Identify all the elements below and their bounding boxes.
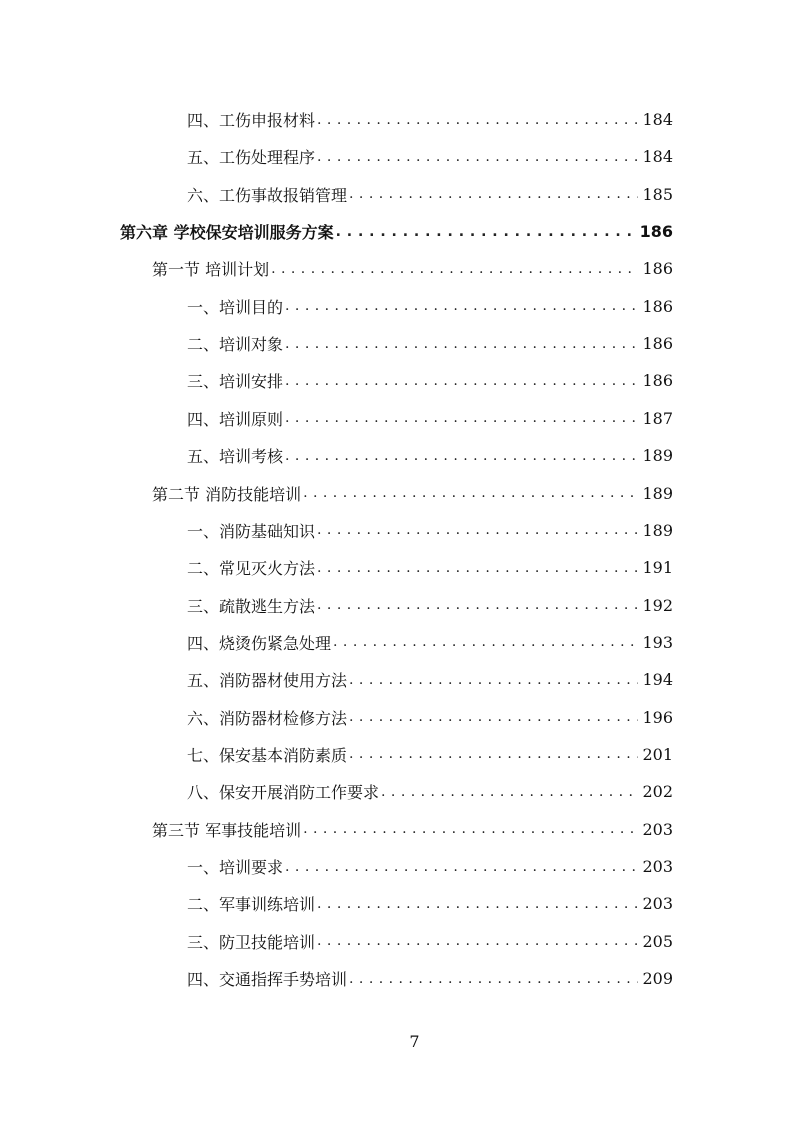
- toc-item-entry[interactable]: [187, 138, 673, 175]
- toc-item-entry[interactable]: [187, 325, 673, 362]
- toc-item-entry[interactable]: [187, 362, 673, 399]
- toc-entry-label: 第一节 培训计划: [152, 260, 270, 280]
- toc-item-entry[interactable]: [187, 549, 673, 586]
- toc-entry-page: 203: [642, 819, 673, 839]
- dot-leader: [285, 410, 638, 426]
- dot-leader: [317, 933, 638, 949]
- toc-entry-label: 第二节 消防技能培训: [152, 484, 302, 504]
- dot-leader: [317, 112, 638, 128]
- toc-entry-page: 193: [642, 632, 673, 652]
- toc-entry-label: 三、防卫技能培训: [187, 932, 316, 952]
- page-number: 7: [409, 1032, 420, 1051]
- toc-entry-page: 203: [642, 857, 673, 876]
- toc-item-entry[interactable]: [187, 885, 673, 922]
- toc-entry-label: 二、常见灭火方法: [187, 559, 316, 579]
- dot-leader: [317, 522, 638, 538]
- toc-item-entry[interactable]: [187, 923, 673, 960]
- toc-entry-label: 四、烧烫伤紧急处理: [187, 633, 332, 653]
- toc-item-entry[interactable]: [187, 101, 673, 138]
- toc-item-entry[interactable]: [187, 288, 673, 325]
- dot-leader: [333, 634, 638, 650]
- toc-item-entry[interactable]: [187, 699, 673, 736]
- toc-entry-label: 五、培训考核: [187, 447, 284, 467]
- toc-item-entry[interactable]: [187, 736, 673, 773]
- dot-leader: [349, 186, 638, 202]
- dot-leader: [285, 448, 638, 464]
- toc-section-entry[interactable]: [152, 250, 673, 287]
- toc-entry-page: 186: [642, 296, 673, 316]
- toc-entry-page: 201: [642, 744, 673, 764]
- toc-entry-page: 189: [642, 483, 673, 503]
- toc-entry-label: 一、培训要求: [187, 858, 284, 877]
- dot-leader: [349, 971, 638, 987]
- toc-entry-label: 一、消防基础知识: [187, 521, 316, 541]
- toc-entry-page: 203: [642, 894, 673, 914]
- dot-leader: [349, 709, 638, 725]
- toc-entry-page: 186: [642, 371, 673, 391]
- dot-leader: [303, 821, 638, 837]
- dot-leader: [285, 336, 638, 352]
- dot-leader: [317, 597, 638, 613]
- toc-chapter-entry[interactable]: [120, 213, 673, 250]
- dot-leader: [285, 373, 638, 389]
- toc-entry-page: 191: [642, 558, 673, 578]
- toc-entry-page: 186: [642, 334, 673, 354]
- toc-entry-label: 一、培训目的: [187, 297, 284, 317]
- toc-entry-label: 六、消防器材检修方法: [187, 708, 348, 728]
- toc-entry-label: 第六章 学校保安培训服务方案: [120, 223, 334, 243]
- toc-entry-page: 184: [642, 110, 673, 129]
- toc-entry-page: 196: [642, 707, 673, 727]
- dot-leader: [285, 298, 638, 314]
- toc-entry-page: 192: [642, 595, 673, 615]
- toc-section-entry[interactable]: [152, 475, 673, 512]
- toc-item-entry[interactable]: [187, 400, 673, 437]
- dot-leader: [381, 784, 638, 800]
- toc-entry-label: 三、疏散逃生方法: [187, 596, 316, 616]
- toc-entry-label: 四、交通指挥手势培训: [187, 970, 348, 990]
- toc-entry-page: 205: [642, 931, 673, 951]
- toc-entry-label: 五、工伤处理程序: [187, 148, 316, 168]
- toc-entry-page: 202: [642, 782, 673, 802]
- dot-leader: [285, 859, 638, 875]
- toc-entry-label: 八、保安开展消防工作要求: [187, 783, 380, 803]
- dot-leader: [317, 560, 638, 576]
- dot-leader: [317, 896, 638, 912]
- toc-entry-label: 五、消防器材使用方法: [187, 671, 348, 691]
- toc-entry-label: 四、培训原则: [187, 409, 284, 429]
- toc-entry-label: 四、工伤申报材料: [187, 111, 316, 130]
- toc-section-entry[interactable]: [152, 811, 673, 848]
- toc-item-entry[interactable]: [187, 587, 673, 624]
- toc-entry-label: 第三节 军事技能培训: [152, 820, 302, 840]
- dot-leader: [271, 261, 638, 277]
- toc-item-entry[interactable]: [187, 848, 673, 885]
- toc-entry-page: 186: [642, 259, 673, 279]
- dot-leader: [303, 485, 638, 501]
- toc-item-entry[interactable]: [187, 624, 673, 661]
- toc-entry-label: 二、军事训练培训: [187, 895, 316, 915]
- dot-leader: [349, 746, 638, 762]
- toc-item-entry[interactable]: [187, 661, 673, 698]
- toc-entry-page: 209: [642, 969, 673, 989]
- toc-entry-label: 三、培训安排: [187, 372, 284, 392]
- toc-entry-page: 189: [642, 446, 673, 466]
- toc-item-entry[interactable]: [187, 512, 673, 549]
- toc-item-entry[interactable]: [187, 960, 673, 997]
- dot-leader: [317, 149, 638, 165]
- toc-entry-page: 185: [642, 184, 673, 204]
- dot-leader: [336, 224, 636, 240]
- dot-leader: [349, 672, 638, 688]
- toc-entry-label: 七、保安基本消防素质: [187, 745, 348, 765]
- toc-entry-page: 186: [639, 222, 673, 242]
- toc-item-entry[interactable]: [187, 176, 673, 213]
- toc-entry-page: 194: [642, 670, 673, 690]
- toc-entry-page: 184: [642, 147, 673, 167]
- toc-entry-label: 二、培训对象: [187, 335, 284, 355]
- toc-entry-page: 187: [642, 408, 673, 428]
- toc-item-entry[interactable]: [187, 773, 673, 810]
- toc-entry-page: 189: [642, 520, 673, 540]
- toc-entry-label: 六、工伤事故报销管理: [187, 185, 348, 205]
- toc-item-entry[interactable]: [187, 437, 673, 474]
